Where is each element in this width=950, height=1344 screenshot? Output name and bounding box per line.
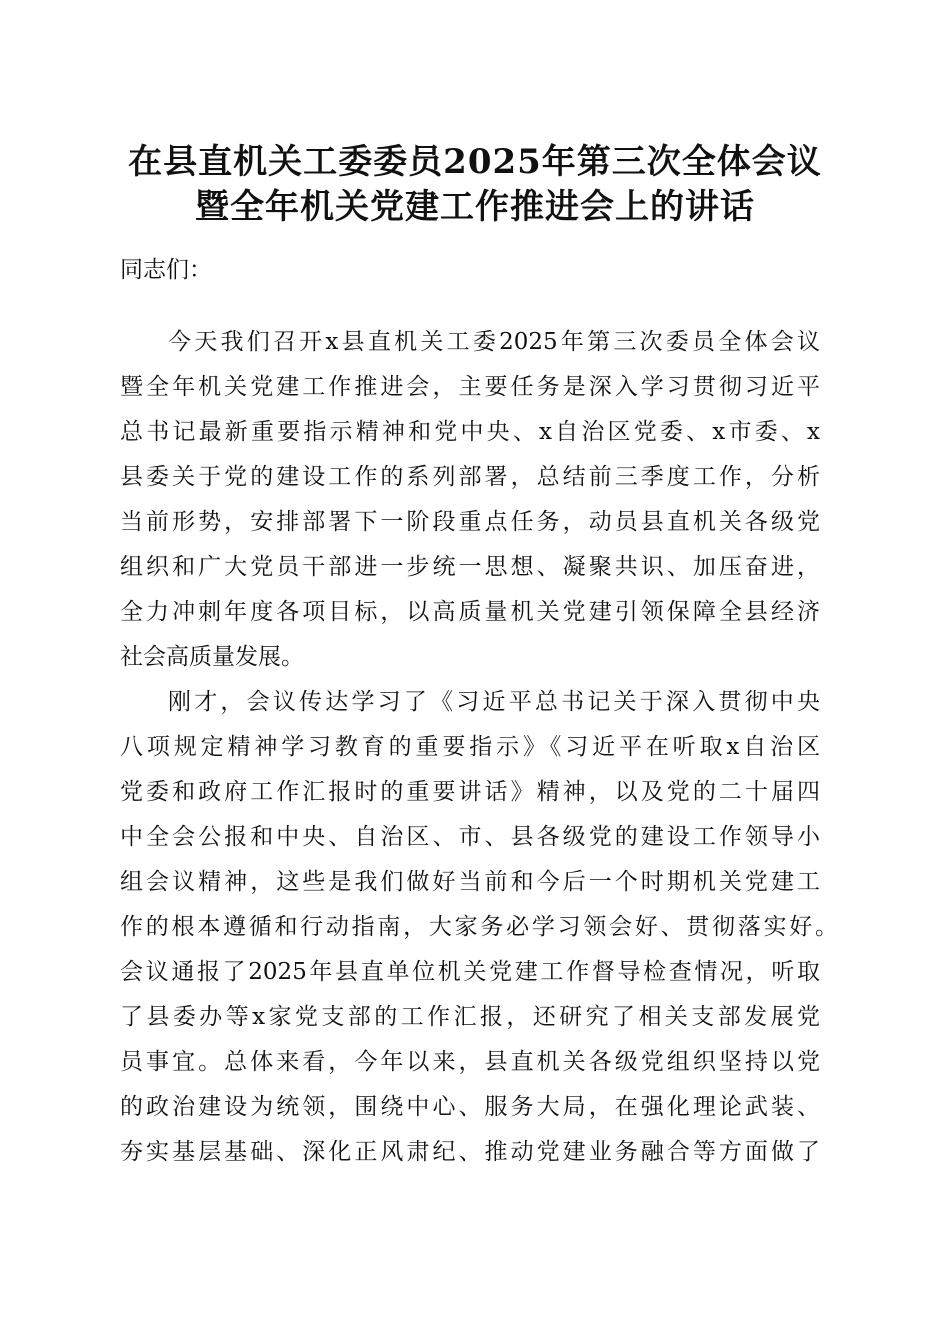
paragraph-2-line-7: 会议通报了2025年县直单位机关党建工作督导检查情况，听取 [120, 959, 820, 985]
paragraph-2-line-6: 作的根本遵循和行动指南，大家务必学习领会好、贯彻落实好。 [120, 914, 838, 940]
document-title-line-2: 暨全年机关党建工作推进会上的讲话 [195, 187, 755, 227]
paragraph-2-line-10: 的政治建设为统领，围绕中心、服务大局，在强化理论武装、 [120, 1094, 820, 1120]
paragraph-1-line-2: 暨全年机关党建工作推进会，主要任务是深入学习贯彻习近平 [120, 374, 820, 400]
paragraph-2-line-5: 组会议精神，这些是我们做好当前和今后一个时期机关党建工 [120, 869, 820, 895]
paragraph-1-line-8: 社会高质量发展。 [120, 644, 304, 670]
paragraph-1-line-5: 当前形势，安排部署下一阶段重点任务，动员县直机关各级党 [120, 509, 820, 535]
paragraph-2-line-8: 了县委办等x家党支部的工作汇报，还研究了相关支部发展党 [120, 1004, 820, 1030]
paragraph-1-line-1: 今天我们召开x县直机关工委2025年第三次委员全体会议 [168, 329, 820, 355]
paragraph-2-line-3: 党委和政府工作汇报时的重要讲话》精神，以及党的二十届四 [120, 779, 820, 805]
paragraph-1-line-7: 全力冲刺年度各项目标，以高质量机关党建引领保障全县经济 [120, 599, 820, 625]
paragraph-2-line-4: 中全会公报和中央、自治区、市、县各级党的建设工作领导小 [120, 824, 820, 850]
document-title-line-1: 在县直机关工委委员2025年第三次全体会议 [128, 142, 822, 182]
salutation: 同志们： [120, 257, 212, 283]
paragraph-1-line-3: 总书记最新重要指示精神和党中央、x自治区党委、x市委、x [120, 419, 820, 445]
paragraph-2-line-11: 夯实基层基础、深化正风肃纪、推动党建业务融合等方面做了 [120, 1139, 820, 1165]
paragraph-2-line-2: 八项规定精神学习教育的重要指示》《习近平在听取x自治区 [120, 734, 820, 760]
paragraph-2-line-1: 刚才，会议传达学习了《习近平总书记关于深入贯彻中央 [168, 689, 820, 715]
paragraph-1-line-4: 县委关于党的建设工作的系列部署，总结前三季度工作，分析 [120, 464, 820, 490]
paragraph-2-line-9: 员事宜。总体来看，今年以来，县直机关各级党组织坚持以党 [120, 1049, 820, 1075]
paragraph-1-line-6: 组织和广大党员干部进一步统一思想、凝聚共识、加压奋进， [120, 554, 820, 580]
